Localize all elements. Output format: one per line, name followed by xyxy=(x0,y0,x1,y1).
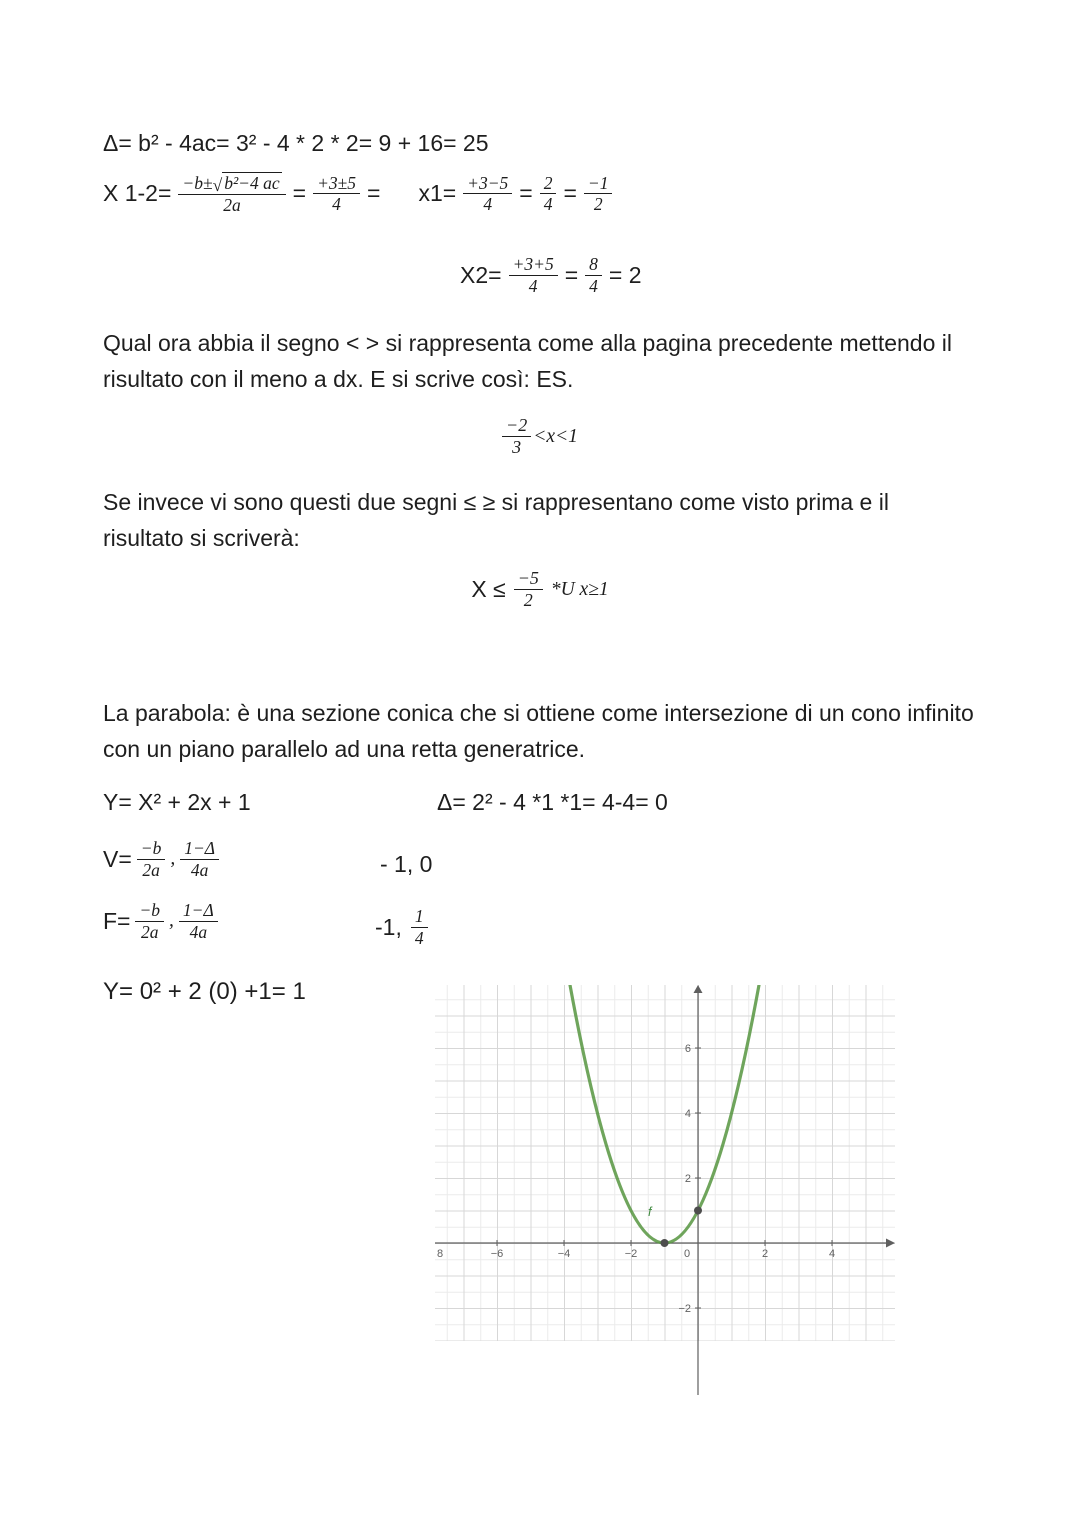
y-tick-label: 2 xyxy=(684,1173,691,1185)
focus-fraction-1 xyxy=(135,900,164,942)
quadratic-formula-row xyxy=(103,172,612,215)
x1-fraction-1 xyxy=(463,173,512,215)
vertex-value: - 1, 0 xyxy=(380,851,433,877)
x-tick-label: 8 xyxy=(437,1248,444,1260)
x2-fraction-2 xyxy=(585,254,602,296)
inequality-tail: <x<1 xyxy=(533,425,578,447)
fraction-numerator: 1−Δ xyxy=(179,900,218,922)
quadratic-formula-fraction xyxy=(178,172,285,215)
fraction-denominator: 4 xyxy=(589,275,598,296)
inequality-tail: *U x≥1 xyxy=(550,578,609,600)
x2-label: X2= xyxy=(460,261,502,288)
paragraph-sign-rule: Qual ora abbia il segno < > si rappresenta come alla pagina precedente mettendo il risultato con il meno a dx. E si scrive così: ES. xyxy=(103,330,952,392)
fraction-denominator: 3 xyxy=(512,437,522,458)
comma-sign: , xyxy=(170,848,176,870)
fraction-numerator: 1 xyxy=(411,906,428,928)
x-tick-label: −6 xyxy=(490,1248,504,1260)
inequality-fraction xyxy=(502,415,531,458)
focus-label: F= xyxy=(103,907,131,934)
vertex-label: V= xyxy=(103,845,132,872)
delta-equation-line: Δ= b² - 4ac= 3² - 4 * 2 * 2= 9 + 16= 25 xyxy=(103,130,489,156)
focus-value-fraction xyxy=(411,906,428,948)
x-axis-arrow xyxy=(886,1239,895,1248)
fraction-numerator: −b xyxy=(137,838,166,860)
x-tick-label: −2 xyxy=(624,1248,638,1260)
fraction-numerator: +3−5 xyxy=(463,173,512,195)
equals-sign: = xyxy=(563,180,577,207)
fraction-denominator: 4 xyxy=(414,927,424,948)
x-tick-label: 4 xyxy=(828,1248,836,1260)
x-tick-label: −4 xyxy=(557,1248,571,1260)
equals-sign: = xyxy=(367,180,381,207)
fraction-numerator: 8 xyxy=(585,254,602,276)
fraction-denominator: 4 xyxy=(483,194,493,215)
vertex-formula-row xyxy=(103,838,219,880)
vertex-fraction-2 xyxy=(180,838,219,880)
plus3pm5-fraction xyxy=(313,173,360,215)
y-at-zero-equation: Y= 0² + 2 (0) +1= 1 xyxy=(103,978,306,1005)
equals-sign: = xyxy=(564,261,579,288)
fraction-numerator xyxy=(178,172,285,195)
focus-value-prefix: -1, xyxy=(375,913,402,940)
x1-fraction-3 xyxy=(584,173,613,215)
fraction-numerator: 1−Δ xyxy=(180,838,219,860)
fraction-numerator: −2 xyxy=(502,415,531,437)
focus-fraction-2 xyxy=(179,900,218,942)
minus-b-pm: −b± xyxy=(182,173,213,193)
x12-label: X 1-2= xyxy=(103,180,172,207)
y-tick-label: 4 xyxy=(684,1108,691,1120)
paragraph-parabola-definition: La parabola: è una sezione conica che si ottiene come intersezione di un cono infinito con un piano parallelo ad una retta generatrice. xyxy=(103,700,974,762)
x-tick-label: 2 xyxy=(761,1248,769,1260)
inequality-lessequal-row xyxy=(0,568,1080,611)
fraction-denominator: 4 xyxy=(332,194,341,215)
fraction-numerator: −5 xyxy=(514,568,543,590)
focus-formula-row xyxy=(103,900,218,942)
fraction-denominator: 2a xyxy=(142,859,160,880)
x1-fraction-2 xyxy=(540,173,557,215)
inequality-strict-row xyxy=(0,415,1080,458)
fraction-denominator: 2a xyxy=(223,194,241,215)
y-tick-label: −2 xyxy=(678,1303,691,1315)
fraction-denominator: 4a xyxy=(189,921,208,942)
parabola-delta-equation: Δ= 2² - 4 *1 *1= 4-4= 0 xyxy=(437,789,668,815)
fraction-numerator: +3+5 xyxy=(509,254,558,276)
parabola-graph xyxy=(435,985,895,1395)
parabola-y-equation: Y= X² + 2x + 1 xyxy=(103,789,251,815)
y-tick-label: 6 xyxy=(684,1043,691,1055)
x2-row xyxy=(460,254,642,296)
x1-label: x1= xyxy=(418,180,457,207)
parabola-curve xyxy=(570,985,759,1243)
fraction-numerator: −b xyxy=(135,900,164,922)
fraction-numerator: 2 xyxy=(540,173,557,195)
fraction-denominator: 2a xyxy=(141,921,159,942)
fraction-denominator: 4 xyxy=(543,194,553,215)
fraction-denominator: 4a xyxy=(190,859,209,880)
x2-fraction-1 xyxy=(509,254,558,296)
vertex-point xyxy=(661,1239,669,1247)
equals-sign: = xyxy=(292,180,307,207)
sqrt-sign: √ xyxy=(212,175,223,196)
fraction-denominator: 2 xyxy=(523,590,533,611)
fraction-denominator: 4 xyxy=(528,275,538,296)
intercept-point xyxy=(694,1207,702,1215)
y-axis-arrow xyxy=(694,985,703,993)
equals-sign: = xyxy=(519,180,533,207)
fraction-numerator: −1 xyxy=(584,173,613,195)
inequality-fraction xyxy=(514,568,543,611)
fraction-numerator: +3±5 xyxy=(313,173,360,195)
fraction-denominator: 2 xyxy=(593,194,603,215)
x2-result: = 2 xyxy=(608,261,642,288)
x-lessequal-label: X ≤ xyxy=(471,576,506,603)
focus-value-row xyxy=(375,906,428,948)
radicand: b²−4 ac xyxy=(224,173,280,193)
x-tick-label: 0 xyxy=(683,1248,691,1260)
comma-sign: , xyxy=(169,910,174,932)
graph-canvas xyxy=(435,985,895,1395)
curve-label-f: f xyxy=(648,1205,652,1219)
paragraph-lessequal-rule: Se invece vi sono questi due segni ≤ ≥ si rappresentano come visto prima e il risultato si scriverà: xyxy=(103,489,889,551)
vertex-fraction-1 xyxy=(137,838,166,880)
